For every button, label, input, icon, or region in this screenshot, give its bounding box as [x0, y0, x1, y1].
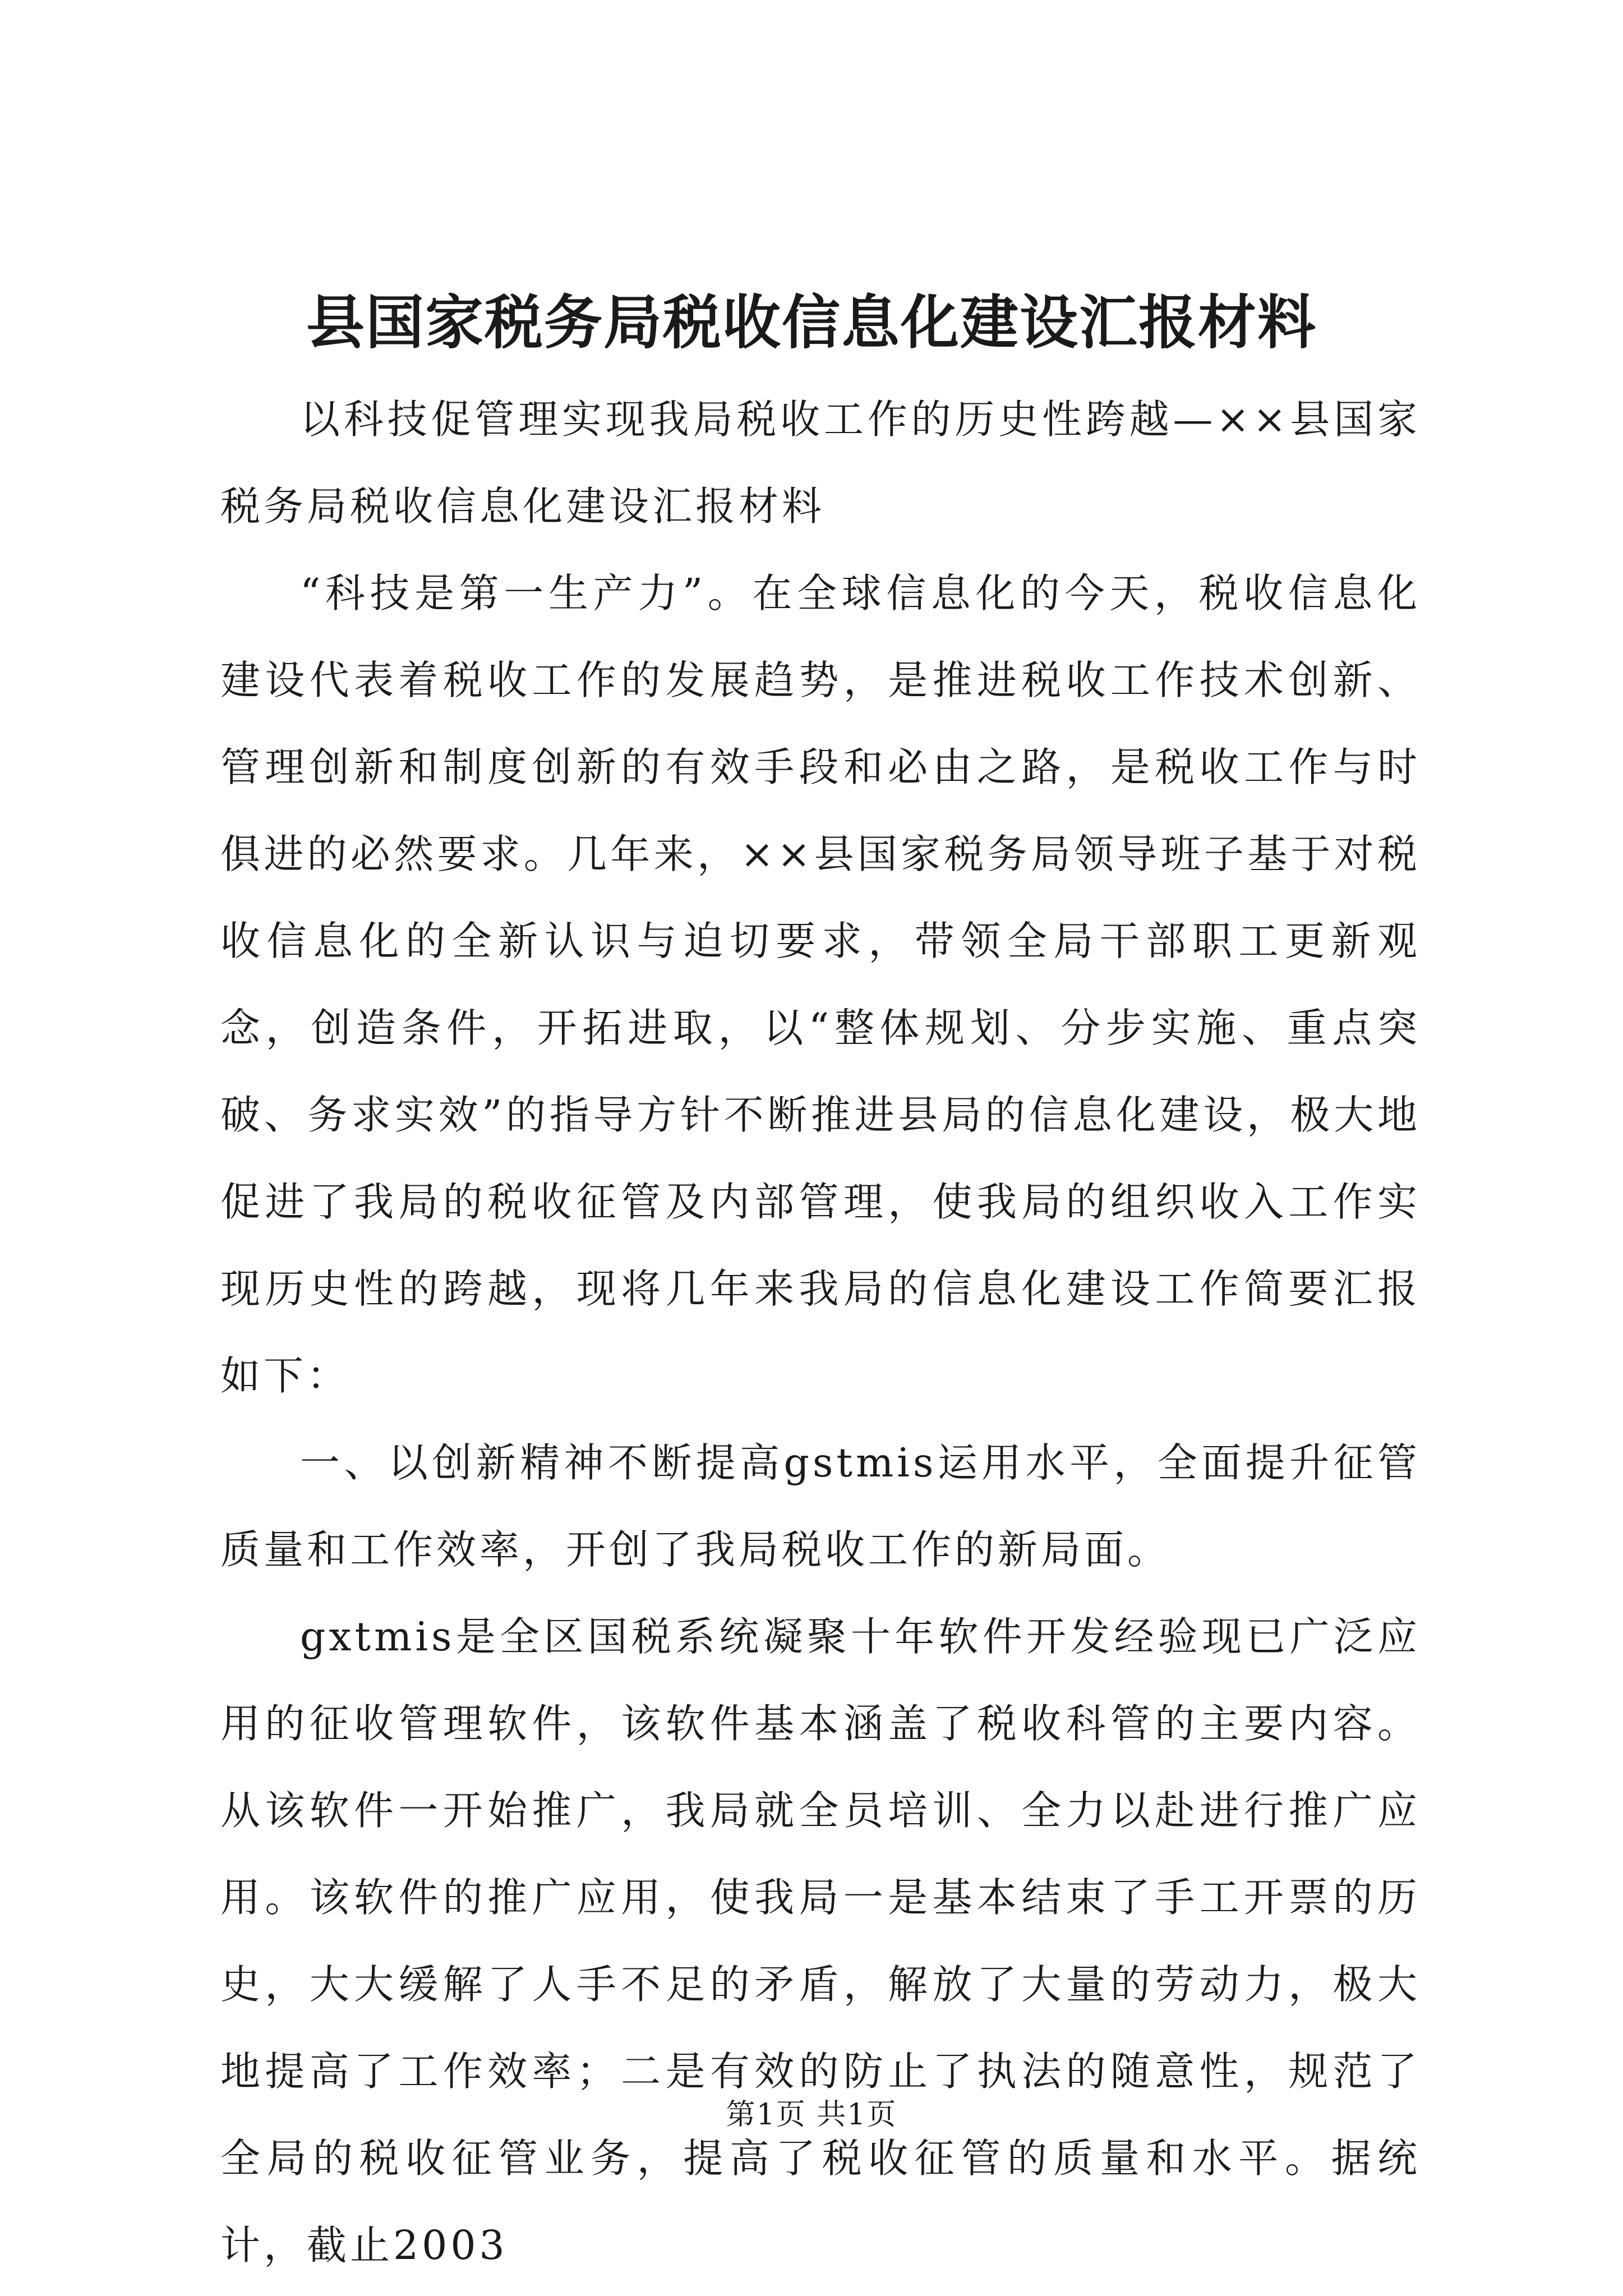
subtitle-paragraph: 以科技促管理实现我局税收工作的历史性跨越—××县国家税务局税收信息化建设汇报材料	[220, 396, 1421, 530]
body-paragraph: “科技是第一生产力”。在全球信息化的今天，税收信息化建设代表着税收工作的发展趋势，是推进税收工作技术创新、管理创新和制度创新的有效手段和必由之路，是税收工作与时俱进的必然要求。几年来，××县国家税务局领导班子基于对税收信息化的全新认识与迫切要求，带领全局干部职工更新观念，创造条件，开拓进取，以“整体规划、分步实施、重点突破、务求实效”的指导方针不断推进县局的信息化建设，极大地促进了我局的税收征管及内部管理，使我局的组织收入工作实现历史性的跨越，现将几年来我局的信息化建设工作简要汇报如下：	[220, 570, 1421, 1399]
section-heading-paragraph: 一、以创新精神不断提高gstmis运用水平，全面提升征管质量和工作效率，开创了我局税收工作的新局面。	[220, 1439, 1421, 1573]
page-footer: 第1页 共1页	[726, 2098, 897, 2132]
body-paragraph: gxtmis是全区国税系统凝聚十年软件开发经验现已广泛应用的征收管理软件，该软件基本涵盖了税收科管的主要内容。从该软件一开始推广，我局就全员培训、全力以赴进行推广应用。该软件的推广应用，使我局一是基本结束了手工开票的历史，大大缓解了人手不足的矛盾，解放了大量的劳动力，极大地提高了工作效率；二是有效的防止了执法的随意性，规范了全局的税收征管业务，提高了税收征管的质量和水平。据统计，截止2003	[220, 1613, 1421, 2269]
document-body	[220, 376, 1421, 2289]
document-title: 县国家税务局税收信息化建设汇报材料	[306, 288, 1317, 357]
